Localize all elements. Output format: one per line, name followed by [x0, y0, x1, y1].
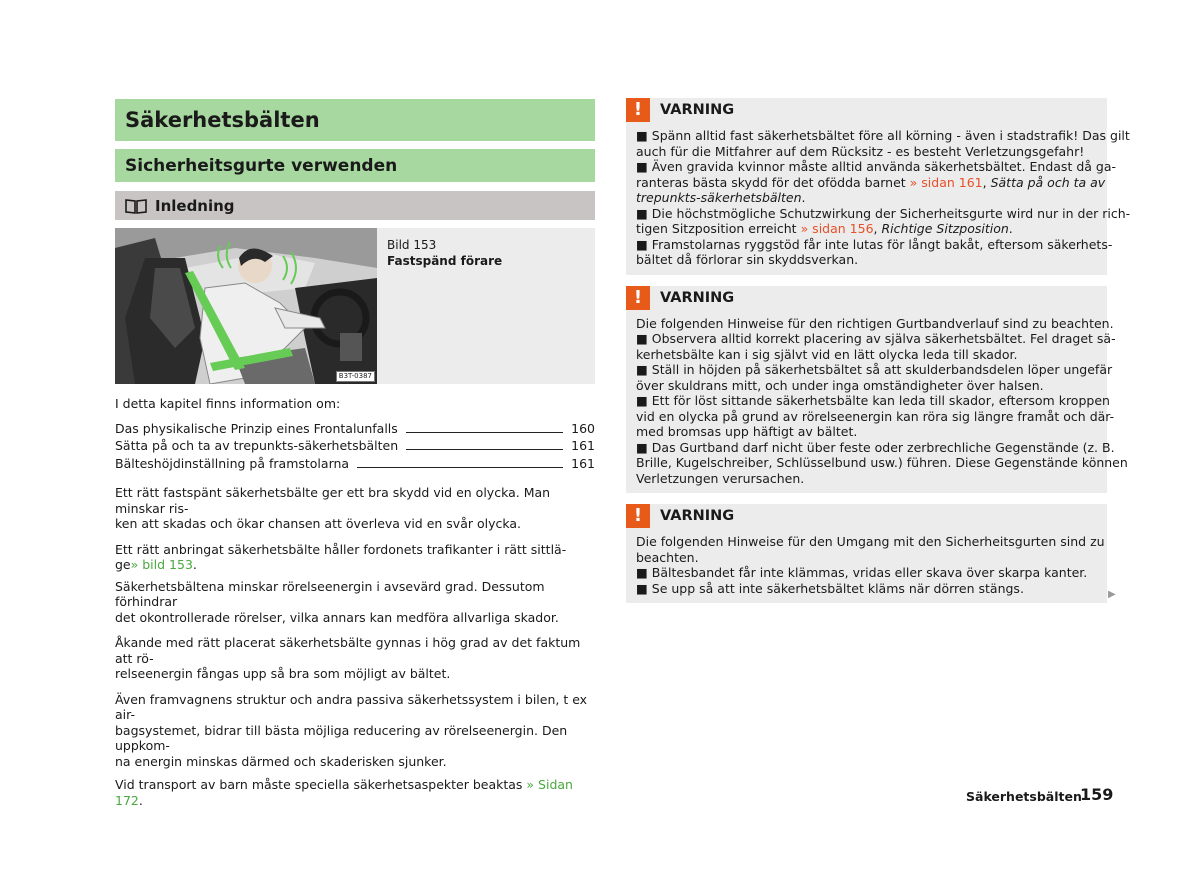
toc-list	[115, 421, 595, 474]
warning-box: ! VARNING Die folgenden Hinweise für den richtigen Gurtbandverlauf sind zu beachten. ■ Observera alltid korrekt placering av själva säkerhetsbältet. Fel draget sä- kerhetsbälte kan i sig självt vid en lätt olycka leda till skador. ■ Ställ in höjden på säkerhetsbältet så att skulderbandsdelen löper ungefär över skuldrans mitt, och under inga omständigheter över halsen. ■ Ett för löst sittande säkerhetsbälte kan leda till skador, eftersom kroppen vid en olycka på grund av rörelseenergin kan röra sig längre framåt och där- med bromsas upp häftigt av bältet. ■ Das Gurtband darf nicht über feste oder zerbrechliche Gegenstände (z. B. Brille, Kugelschreiber, Schlüsselbund usw.) führen. Diese Gegenstände können Verletzungen verursachen.	[626, 286, 1107, 494]
paragraph: Ett rätt fastspänt säkerhetsbälte ger ett bra skydd vid en olycka. Man minskar ris- ken att skadas och ökar chansen att överleva vid en svår olycka.	[115, 485, 551, 531]
page-link[interactable]: » sidan 161	[909, 174, 983, 190]
intro-text: I detta kapitel finns information om:	[115, 396, 341, 411]
chapter-title: Säkerhetsbälten	[115, 99, 595, 141]
next-page-arrow-icon[interactable]: ▶	[1108, 589, 1116, 600]
figure-title: Fastspänd förare	[387, 254, 503, 268]
toc-item[interactable]: Das physikalische Prinzip eines Frontalunfalls 160	[115, 420, 595, 436]
figure-code: B3T-0387	[336, 371, 375, 382]
subsection-title: Inledning	[115, 191, 595, 220]
right-column	[626, 98, 1131, 614]
toc-item[interactable]: Sätta på och ta av trepunkts-säkerhetsbälten 161	[115, 438, 595, 453]
warning-icon: !	[626, 504, 650, 528]
warning-title: VARNING	[660, 102, 735, 118]
page-link[interactable]: » sidan 156	[800, 221, 874, 236]
left-column	[115, 99, 595, 808]
warning-box: ! VARNING ■ Spänn alltid fast säkerhetsbältet före all körning - även i stadstrafik! Das gilt auch für die Mitfahrer auf dem Rücksitz - es besteht Verletzungsgefahr! ■ Även gravida kvinnor måste alltid använda säkerhetsbältet. Endast då ga- ranteras bästa skydd för det ofödda barnet » sidan 161, Sätta på och ta av trepunkts-säkerhetsbälten. ■ Die höchstmögliche Schutzwirkung der Sicherheitsgurte wird nur in der rich- tigen Sitzposition erreicht » sidan 156, Richtige Sitzposition. ■ Framstolarnas ryggstöd får inte lutas för långt bakåt, eftersom säkerhets- bältet då förlorar sin skyddsverkan.	[626, 98, 1107, 275]
warning-title: VARNING	[660, 289, 735, 306]
figure-block	[115, 228, 595, 384]
warning-box: ! VARNING Die folgenden Hinweise für den Umgang mit den Sicherheitsgurten sind zu beachten. ■ Bältesbandet får inte klämmas, vridas eller skava över skarpa kanter. ■ Se upp så att inte säkerhetsbältet kläms när dörren stängs.	[626, 504, 1107, 603]
toc-item[interactable]: Bälteshöjdinställning på framstolarna 161	[115, 455, 595, 471]
paragraph: Ett rätt anbringat säkerhetsbälte håller fordonets trafikanter i rätt sittlä- ge» bild 153.	[115, 541, 567, 572]
section-title: Sicherheitsgurte verwenden	[115, 149, 595, 182]
figure-number: Bild 153	[387, 238, 437, 252]
footer-title: Säkerhetsbälten	[966, 789, 1082, 804]
warning-icon: !	[626, 98, 650, 122]
paragraph: Vid transport av barn måste speciella säkerhetsaspekter beaktas » Sidan 172.	[115, 777, 573, 808]
driver-seatbelt-illustration	[115, 228, 377, 384]
figure-caption	[387, 237, 502, 269]
figure-link[interactable]: » bild 153	[130, 557, 193, 572]
paragraph: Även framvagnens struktur och andra passiva säkerhetssystem i bilen, t ex air- bagsystemet, bidrar till bästa möjliga reducering av rörelseenergin. Den uppkom- na energin minskas därmed och skaderisken sjunker.	[115, 691, 588, 769]
book-icon	[125, 198, 147, 214]
page-link[interactable]: » Sidan 172	[115, 777, 573, 808]
warning-icon: !	[626, 286, 650, 310]
warning-title: VARNING	[660, 508, 735, 524]
page-number: 159	[1080, 785, 1114, 804]
illustration-svg	[115, 228, 377, 384]
paragraph: Åkande med rätt placerat säkerhetsbälte gynnas i hög grad av det faktum att rö- relseenergin fångas upp så bra som möjligt av bältet.	[115, 635, 581, 681]
paragraph: Säkerhetsbältena minskar rörelseenergin i avsevärd grad. Dessutom förhindrar det okontrollerade rörelser, vilka annars kan medföra allvarliga skador.	[115, 578, 559, 625]
